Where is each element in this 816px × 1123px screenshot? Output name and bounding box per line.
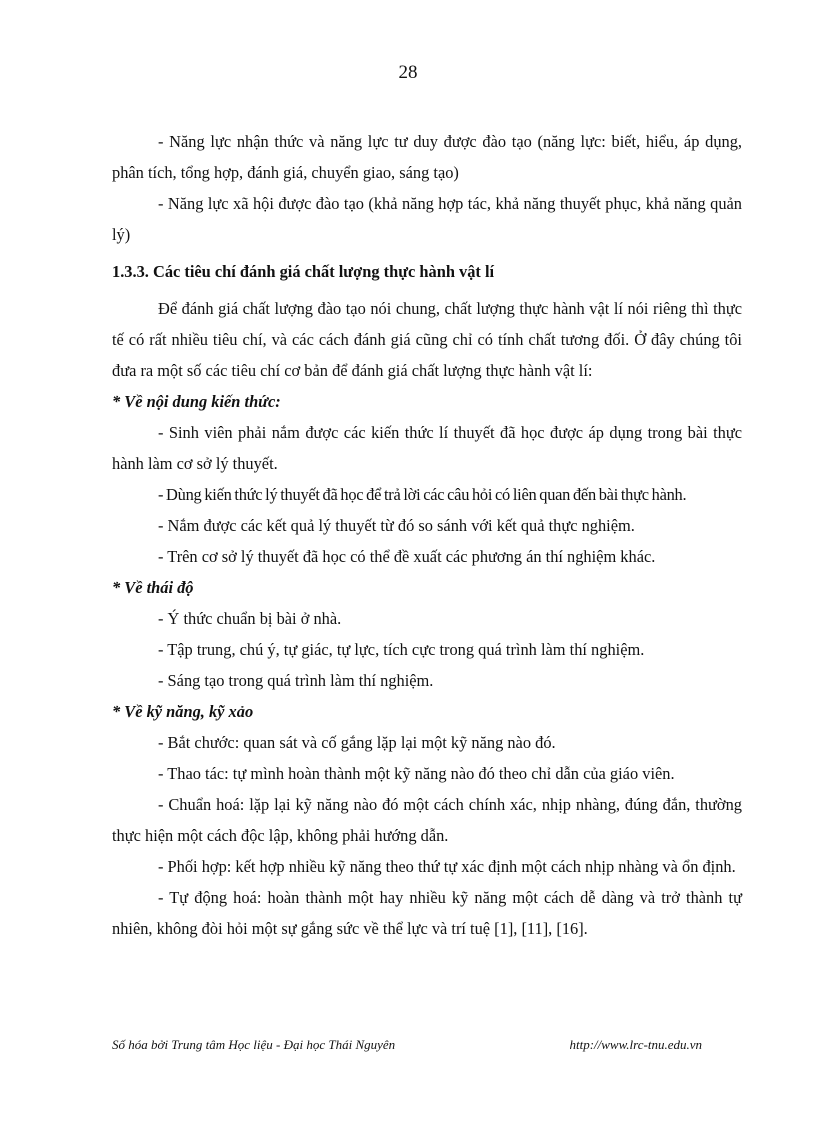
list-item: - Sáng tạo trong quá trình làm thí nghiệm. xyxy=(158,671,434,690)
list-item: - Phối hợp: kết hợp nhiều kỹ năng theo thứ tự xác định một cách nhịp nhàng và ổn định. xyxy=(158,857,736,876)
list-item: - Tự động hoá: hoàn thành một hay nhiều kỹ năng một cách dễ dàng và trở thành tự nhiên, không đòi hỏi một sự gắng sức về thể lực và trí tuệ [1], [11], [16]. xyxy=(112,888,742,938)
list-item: - Tập trung, chú ý, tự giác, tự lực, tích cực trong quá trình làm thí nghiệm. xyxy=(158,640,645,659)
document-body xyxy=(112,126,742,944)
list-item: - Trên cơ sở lý thuyết đã học có thể đề xuất các phương án thí nghiệm khác. xyxy=(158,547,656,566)
list-item: - Sinh viên phải nắm được các kiến thức lí thuyết đã học được áp dụng trong bài thực hành làm cơ sở lý thuyết. xyxy=(112,423,742,473)
subheading-attitude: * Về thái độ xyxy=(112,578,194,597)
page-number: 28 xyxy=(398,62,418,83)
list-item: - Thao tác: tự mình hoàn thành một kỹ năng nào đó theo chỉ dẫn của giáo viên. xyxy=(158,764,675,783)
list-item: - Dùng kiến thức lý thuyết đã học để trả lời các câu hỏi có liên quan đến bài thực hành. xyxy=(158,485,687,504)
paragraph-cognitive-capacity: - Năng lực nhận thức và năng lực tư duy được đào tạo (năng lực: biết, hiểu, áp dụng, phân tích, tổng hợp, đánh giá, chuyển giao, sáng tạo) xyxy=(112,132,742,182)
list-item: - Chuẩn hoá: lặp lại kỹ năng nào đó một cách chính xác, nhịp nhàng, đúng đắn, thường thực hiện một cách độc lập, không phải hướng dẫn. xyxy=(112,795,742,845)
list-item: - Ý thức chuẩn bị bài ở nhà. xyxy=(158,609,342,628)
section-intro-paragraph: Để đánh giá chất lượng đào tạo nói chung, chất lượng thực hành vật lí nói riêng thì thực tế có rất nhiều tiêu chí, và các cách đánh giá cũng chỉ có tính chất tương đối. Ở đây chúng tôi đưa ra một số các tiêu chí cơ bản để đánh giá chất lượng thực hành vật lí: xyxy=(112,299,742,380)
footer-source-text: Số hóa bởi Trung tâm Học liệu - Đại học Thái Nguyên xyxy=(112,1037,396,1052)
subheading-skills: * Về kỹ năng, kỹ xảo xyxy=(112,702,254,721)
subheading-knowledge: * Về nội dung kiến thức: xyxy=(112,392,281,411)
list-item: - Nắm được các kết quả lý thuyết từ đó so sánh với kết quả thực nghiệm. xyxy=(158,516,635,535)
list-item: - Bắt chước: quan sát và cố gắng lặp lại một kỹ năng nào đó. xyxy=(158,733,556,752)
paragraph-social-capacity: - Năng lực xã hội được đào tạo (khả năng hợp tác, khả năng thuyết phục, khả năng quản lý) xyxy=(112,194,742,244)
section-heading: 1.3.3. Các tiêu chí đánh giá chất lượng thực hành vật lí xyxy=(112,262,495,281)
footer-url: http://www.lrc-tnu.edu.vn xyxy=(569,1037,702,1052)
